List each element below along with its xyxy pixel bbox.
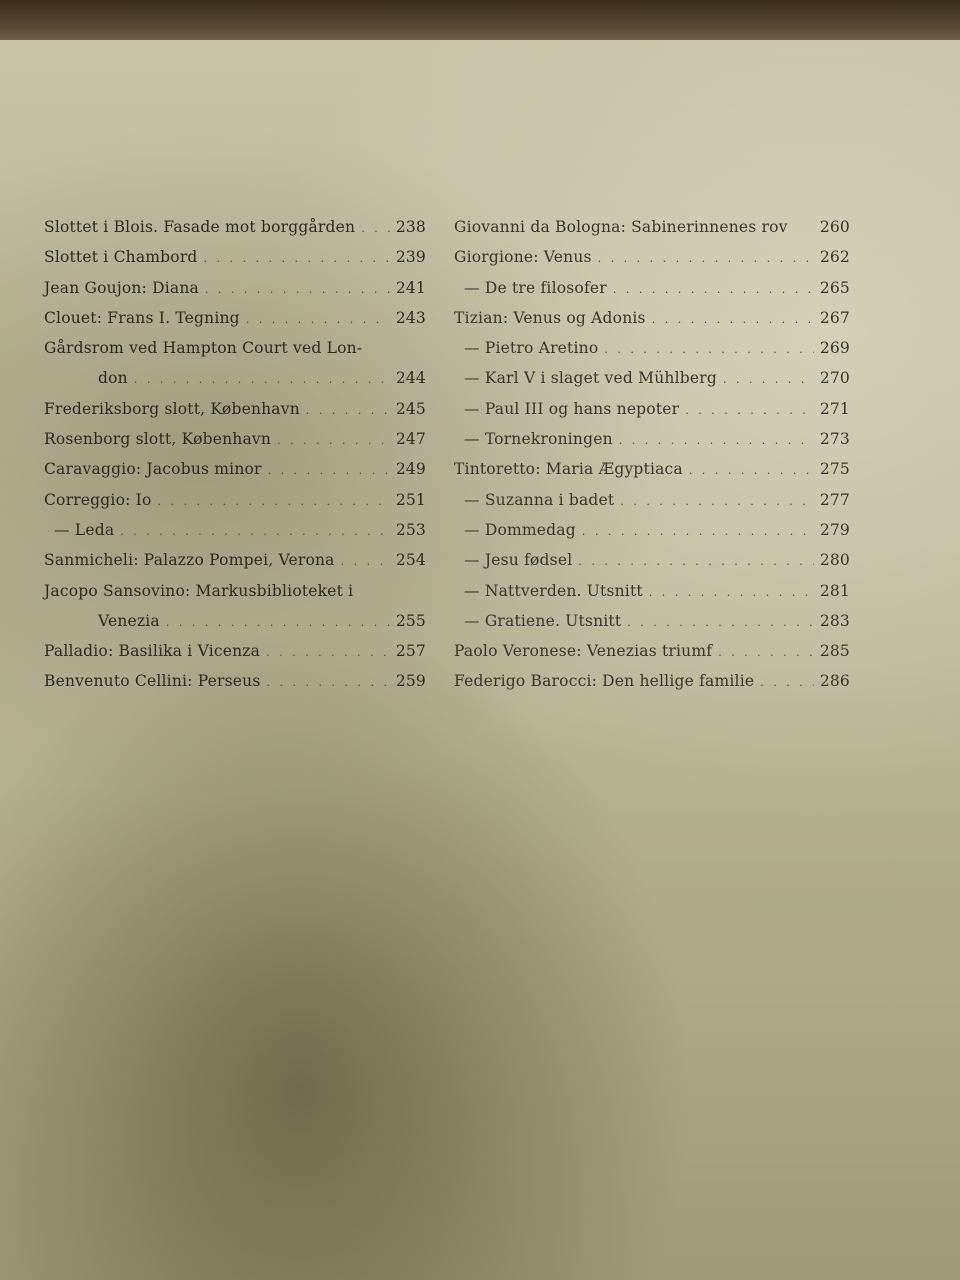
leader-dots: [204, 244, 390, 274]
toc-entry-page: 275: [819, 460, 850, 479]
toc-entry: [454, 636, 850, 666]
leader-dots: [760, 668, 814, 698]
toc-entry: [454, 333, 850, 363]
leader-dots: [246, 305, 390, 335]
toc-entry-page: 249: [395, 460, 426, 479]
toc-entry: [44, 363, 426, 393]
toc-entry: [44, 666, 426, 696]
toc-entry: [44, 273, 426, 303]
toc-entry-page: 251: [395, 490, 426, 509]
toc-entry-title: Correggio: Io: [44, 490, 152, 509]
leader-dots: [613, 275, 814, 305]
toc-entry-title: Benvenuto Cellini: Perseus: [44, 672, 261, 691]
leader-dots: [620, 487, 813, 517]
leader-dots: [582, 517, 814, 547]
toc-entry-title: Venezia: [98, 611, 160, 630]
toc-entry-title: Frederiksborg slott, København: [44, 399, 300, 418]
toc-entry-title: — Tornekroningen: [464, 430, 613, 449]
leader-dots: [120, 517, 390, 547]
leader-dots: [598, 244, 814, 274]
toc-entry-page: 265: [819, 278, 850, 297]
toc-entry: [454, 242, 850, 272]
toc-entry: [454, 515, 850, 545]
toc-entry-title: Palladio: Basilika i Vicenza: [44, 642, 261, 661]
toc-entry: [454, 212, 850, 242]
toc-entry: [44, 454, 426, 484]
toc-entry-title: — Suzanna i badet: [464, 490, 615, 509]
toc-entry-title: — Karl V i slaget ved Mühlberg: [464, 369, 717, 388]
toc-entry-page: 254: [395, 551, 426, 570]
toc-entry-page: 262: [819, 248, 850, 267]
toc-entry-page: 243: [395, 308, 426, 327]
toc-entry: [454, 394, 850, 424]
toc-entry: [44, 212, 426, 242]
toc-entry-title: — Pietro Aretino: [464, 339, 599, 358]
toc-right-column: [454, 212, 850, 697]
toc-entry-page: 277: [819, 490, 850, 509]
leader-dots: [627, 608, 814, 638]
toc-entry-title: Jean Goujon: Diana: [44, 278, 199, 297]
leader-dots: [277, 426, 390, 456]
toc-entry-page: 281: [819, 581, 850, 600]
leader-dots: [689, 456, 814, 486]
leader-dots: [158, 487, 390, 517]
leader-dots: [361, 214, 390, 244]
toc-entry: [44, 636, 426, 666]
toc-entry-page: 239: [395, 248, 426, 267]
leader-dots: [134, 365, 390, 395]
toc-entry-page: 270: [819, 369, 850, 388]
toc-entry: [454, 485, 850, 515]
toc-entry-title: Tizian: Venus og Adonis: [454, 308, 646, 327]
toc-entry-page: 267: [819, 308, 850, 327]
toc-entry-page: 286: [819, 672, 850, 691]
leader-dots: [604, 335, 813, 365]
toc-entry: [44, 303, 426, 333]
toc-entry-page: 257: [395, 642, 426, 661]
toc-entry: [44, 424, 426, 454]
toc-entry-page: 244: [395, 369, 426, 388]
leader-dots: [166, 608, 390, 638]
toc-entry-page: 245: [395, 399, 426, 418]
toc-entry-page: 280: [819, 551, 850, 570]
toc-entry-page: 271: [819, 399, 850, 418]
toc-entry-title: Gårdsrom ved Hampton Court ved Lon-: [44, 339, 363, 358]
toc-entry-title: — Jesu fødsel: [464, 551, 573, 570]
toc-entry-title: Federigo Barocci: Den hellige familie: [454, 672, 755, 691]
toc-entry: [454, 576, 850, 606]
leader-dots: [685, 396, 814, 426]
toc-entry: [454, 545, 850, 575]
toc-entry: [454, 273, 850, 303]
toc-entry: [44, 576, 426, 606]
toc-entry-page: 255: [395, 611, 426, 630]
toc-entry-page: 279: [819, 520, 850, 539]
leader-dots: [649, 578, 814, 608]
toc-entry-title: — Gratiene. Utsnitt: [464, 611, 622, 630]
toc-entry: [454, 303, 850, 333]
toc-entry-title: Giovanni da Bologna: Sabinerinnenes rov: [454, 218, 788, 236]
toc-entry-title: Slottet i Chambord: [44, 248, 198, 267]
toc-entry-title: Rosenborg slott, København: [44, 430, 272, 449]
toc-entry: [44, 242, 426, 272]
toc-entry-page: 259: [395, 672, 426, 691]
toc-entry-title: — Nattverden. Utsnitt: [464, 581, 643, 600]
leader-dots: [578, 547, 813, 577]
leader-dots: [341, 547, 390, 577]
toc-entry-title: Slottet i Blois. Fasade mot borggården: [44, 218, 356, 236]
toc-entry: [454, 606, 850, 636]
leader-dots: [268, 456, 390, 486]
toc-entry-title: — De tre filosofer: [464, 278, 607, 297]
toc-entry-title: Sanmicheli: Palazzo Pompei, Verona: [44, 551, 335, 570]
leader-dots: [266, 638, 390, 668]
toc-entry-title: — Dommedag: [464, 520, 576, 539]
leader-dots: [718, 638, 814, 668]
toc-entry-title: Jacopo Sansovino: Markusbiblioteket i: [44, 581, 354, 600]
toc-entry: [44, 485, 426, 515]
toc-entry-page: 269: [819, 339, 850, 358]
toc-entry: [44, 606, 426, 636]
toc-entry: [454, 363, 850, 393]
book-page: [0, 40, 960, 1280]
toc-entry-page: 247: [395, 430, 426, 449]
toc-entry-page: 283: [819, 611, 850, 630]
toc-entry-title: don: [98, 369, 128, 388]
toc-entry-title: Caravaggio: Jacobus minor: [44, 460, 262, 479]
leader-dots: [267, 668, 390, 698]
toc-entry: [454, 666, 850, 696]
toc-entry-page: 260: [819, 218, 850, 236]
toc-entry-title: Paolo Veronese: Venezias triumf: [454, 642, 713, 661]
toc-entry-page: 238: [395, 218, 426, 236]
toc-entry: [44, 333, 426, 363]
toc-entry: [44, 515, 426, 545]
toc-entry-page: 285: [819, 642, 850, 661]
leader-dots: [205, 275, 390, 305]
toc-entry-title: — Paul III og hans nepoter: [464, 399, 680, 418]
toc-left-column: [44, 212, 426, 697]
toc-entry-title: — Leda: [54, 520, 115, 539]
toc-entry: [44, 545, 426, 575]
toc-entry-title: Clouet: Frans I. Tegning: [44, 308, 240, 327]
toc-entry-page: 241: [395, 278, 426, 297]
toc-entry-page: 273: [819, 430, 850, 449]
leader-dots: [723, 365, 814, 395]
toc-entry: [454, 454, 850, 484]
leader-dots: [619, 426, 814, 456]
leader-dots: [306, 396, 390, 426]
toc-entry: [44, 394, 426, 424]
toc-entry-title: Tintoretto: Maria Ægyptiaca: [454, 460, 683, 479]
toc-entry-page: 253: [395, 520, 426, 539]
toc-entry: [454, 424, 850, 454]
leader-dots: [652, 305, 814, 335]
toc-entry-title: Giorgione: Venus: [454, 248, 592, 267]
